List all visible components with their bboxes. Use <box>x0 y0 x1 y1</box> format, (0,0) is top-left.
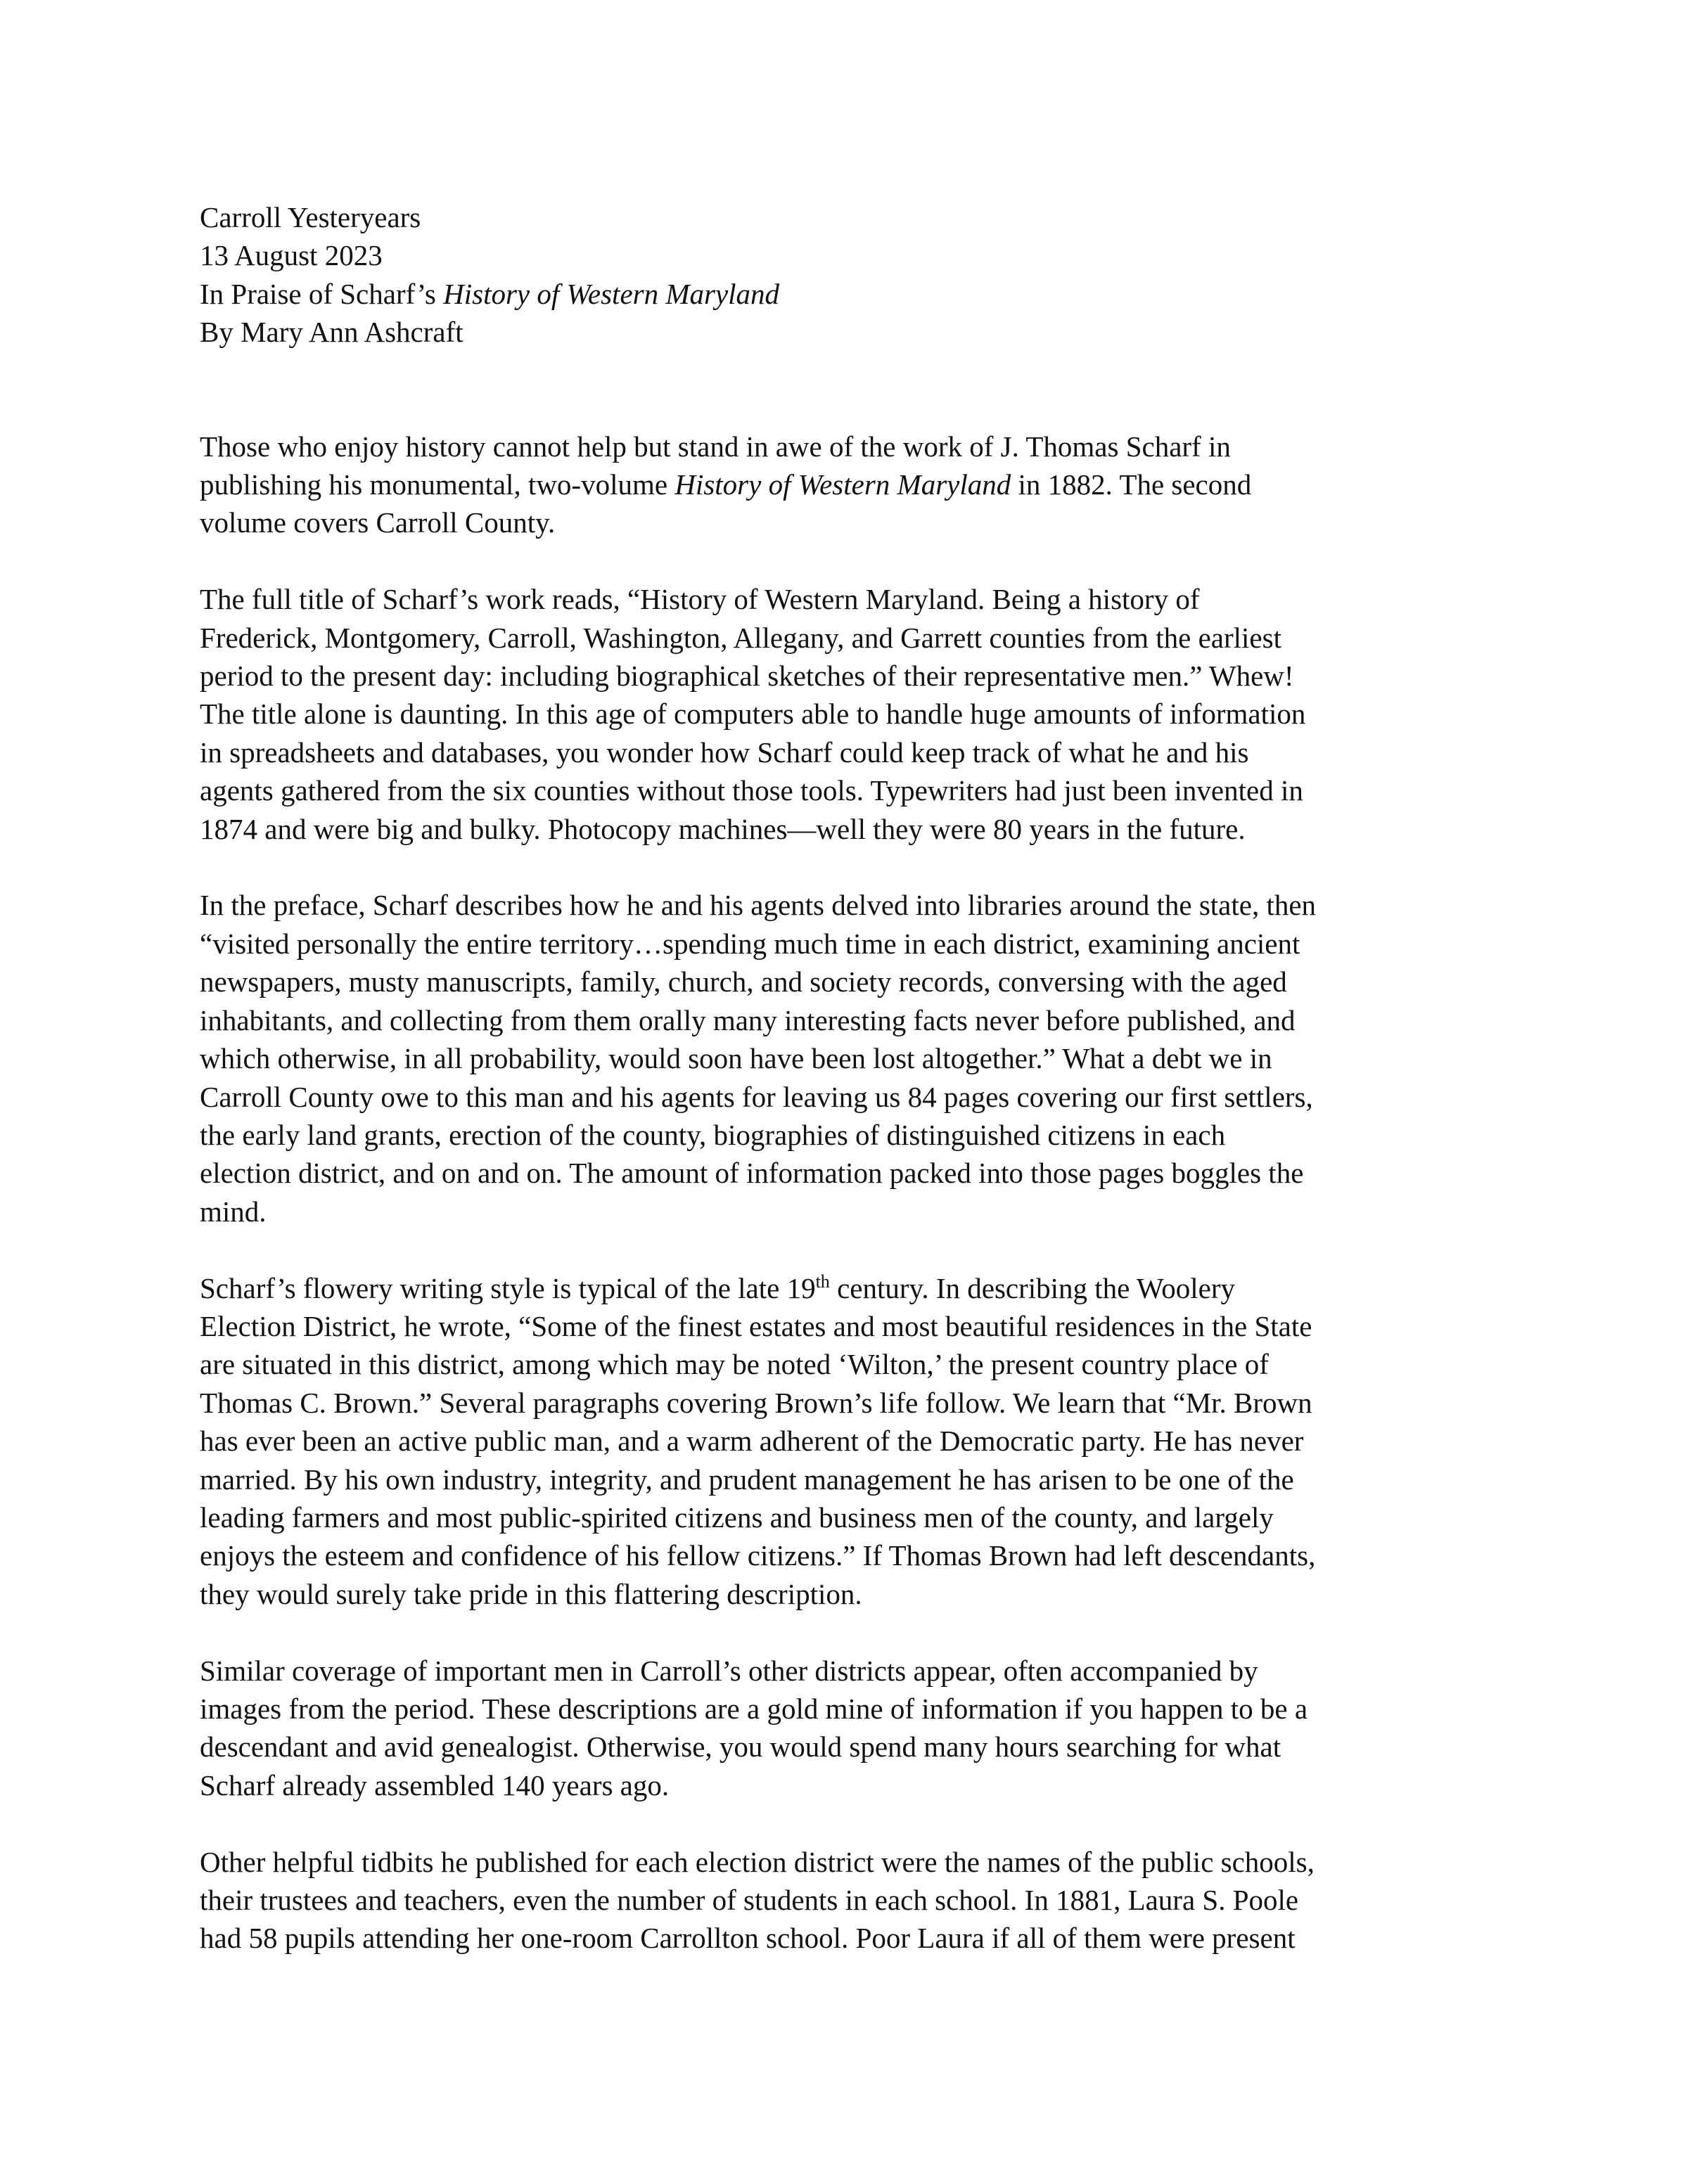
paragraph-line: The title alone is daunting. In this age of computers able to handle huge amounts of information <box>200 698 1306 731</box>
paragraph-line: Scharf already assembled 140 years ago. <box>200 1768 670 1801</box>
paragraph-line: inhabitants, and collecting from them orally many interesting facts never before published, and <box>200 1003 1296 1036</box>
paragraph-line: Carroll County owe to this man and his agents for leaving us 84 pages covering our first settlers, <box>200 1080 1313 1113</box>
paragraph-6 <box>200 1843 1536 1958</box>
article-date: 13 August 2023 <box>200 239 383 272</box>
paragraph-2 <box>200 580 1536 848</box>
paragraph-line: which otherwise, in all probability, would soon have been lost altogether.” What a debt we in <box>200 1042 1272 1075</box>
paragraph-line: In the preface, Scharf describes how he and his agents delved into libraries around the state, then <box>200 889 1317 922</box>
paragraph-line-segment: century. In describing the Woolery <box>829 1271 1236 1304</box>
article-title-book: History of Western Maryland <box>443 277 780 310</box>
paragraph-line: Frederick, Montgomery, Carroll, Washington, Allegany, and Garrett counties from the earliest <box>200 621 1281 654</box>
paragraph-line <box>200 1269 1536 1307</box>
paragraph-line: married. By his own industry, integrity, and prudent management he has arisen to be one of the <box>200 1463 1294 1496</box>
paragraph-line: images from the period. These descriptions are a gold mine of information if you happen to be a <box>200 1692 1308 1725</box>
article-title <box>200 275 1536 313</box>
paragraph-line: in spreadsheets and databases, you wonder how Scharf could keep track of what he and his <box>200 736 1249 769</box>
paragraph-line: are situated in this district, among which may be noted ‘Wilton,’ the present country place of <box>200 1348 1269 1381</box>
paragraph-line: “visited personally the entire territory…spending much time in each district, examining ancient <box>200 927 1300 960</box>
ordinal-superscript: th <box>815 1271 830 1292</box>
paragraph-line: period to the present day: including biographical sketches of their representative men.” Whew! <box>200 660 1294 693</box>
article-title-prefix: In Praise of Scharf’s <box>200 277 444 310</box>
paragraph-line-segment: publishing his monumental, two-volume <box>200 468 675 501</box>
paragraph-line: mind. <box>200 1195 267 1228</box>
paragraph-line: agents gathered from the six counties without those tools. Typewriters had just been invented in <box>200 774 1303 807</box>
paragraph-line-segment: Scharf’s flowery writing style is typical of the late 19 <box>200 1271 816 1304</box>
paragraph-line: the early land grants, erection of the county, biographies of distinguished citizens in each <box>200 1118 1226 1151</box>
paragraph-line: Those who enjoy history cannot help but stand in awe of the work of J. Thomas Scharf in <box>200 430 1231 463</box>
paragraph-1 <box>200 428 1536 542</box>
paragraph-line: had 58 pupils attending her one-room Carrollton school. Poor Laura if all of them were present <box>200 1922 1296 1955</box>
paragraph-line: The full title of Scharf’s work reads, “History of Western Maryland. Being a history of <box>200 583 1200 616</box>
paragraph-4 <box>200 1269 1536 1614</box>
paragraph-5 <box>200 1652 1536 1805</box>
paragraph-line: enjoys the esteem and confidence of his fellow citizens.” If Thomas Brown had left descendants, <box>200 1539 1316 1572</box>
article-byline: By Mary Ann Ashcraft <box>200 316 463 349</box>
book-title-italic: History of Western Maryland <box>674 468 1011 501</box>
paragraph-line: volume covers Carroll County. <box>200 506 556 539</box>
paragraph-line <box>200 465 1536 503</box>
paragraph-line: election district, and on and on. The amount of information packed into those pages boggles the <box>200 1157 1304 1190</box>
paragraph-3 <box>200 886 1536 1231</box>
paragraph-line: they would surely take pride in this flattering description. <box>200 1577 862 1610</box>
paragraph-line: Other helpful tidbits he published for each election district were the names of the public schools, <box>200 1845 1315 1878</box>
paragraph-line: descendant and avid genealogist. Otherwise, you would spend many hours searching for what <box>200 1730 1281 1764</box>
article-header <box>200 198 1536 352</box>
document-page <box>200 198 1536 1996</box>
paragraph-line: 1874 and were big and bulky. Photocopy machines—well they were 80 years in the future. <box>200 812 1246 845</box>
paragraph-line: has ever been an active public man, and a warm adherent of the Democratic party. He has never <box>200 1425 1304 1458</box>
paragraph-line: newspapers, musty manuscripts, family, church, and society records, conversing with the aged <box>200 965 1287 998</box>
paragraph-line-segment: in 1882. The second <box>1011 468 1252 501</box>
paragraph-line: Similar coverage of important men in Carroll’s other districts appear, often accompanied by <box>200 1654 1258 1687</box>
paragraph-line: leading farmers and most public-spirited citizens and business men of the county, and largely <box>200 1501 1274 1534</box>
paragraph-line: Election District, he wrote, “Some of the finest estates and most beautiful residences in the State <box>200 1309 1312 1342</box>
paragraph-line: their trustees and teachers, even the number of students in each school. In 1881, Laura S. Poole <box>200 1883 1299 1916</box>
paragraph-line: Thomas C. Brown.” Several paragraphs covering Brown’s life follow. We learn that “Mr. Brown <box>200 1386 1312 1419</box>
column-name: Carroll Yesteryears <box>200 201 421 233</box>
